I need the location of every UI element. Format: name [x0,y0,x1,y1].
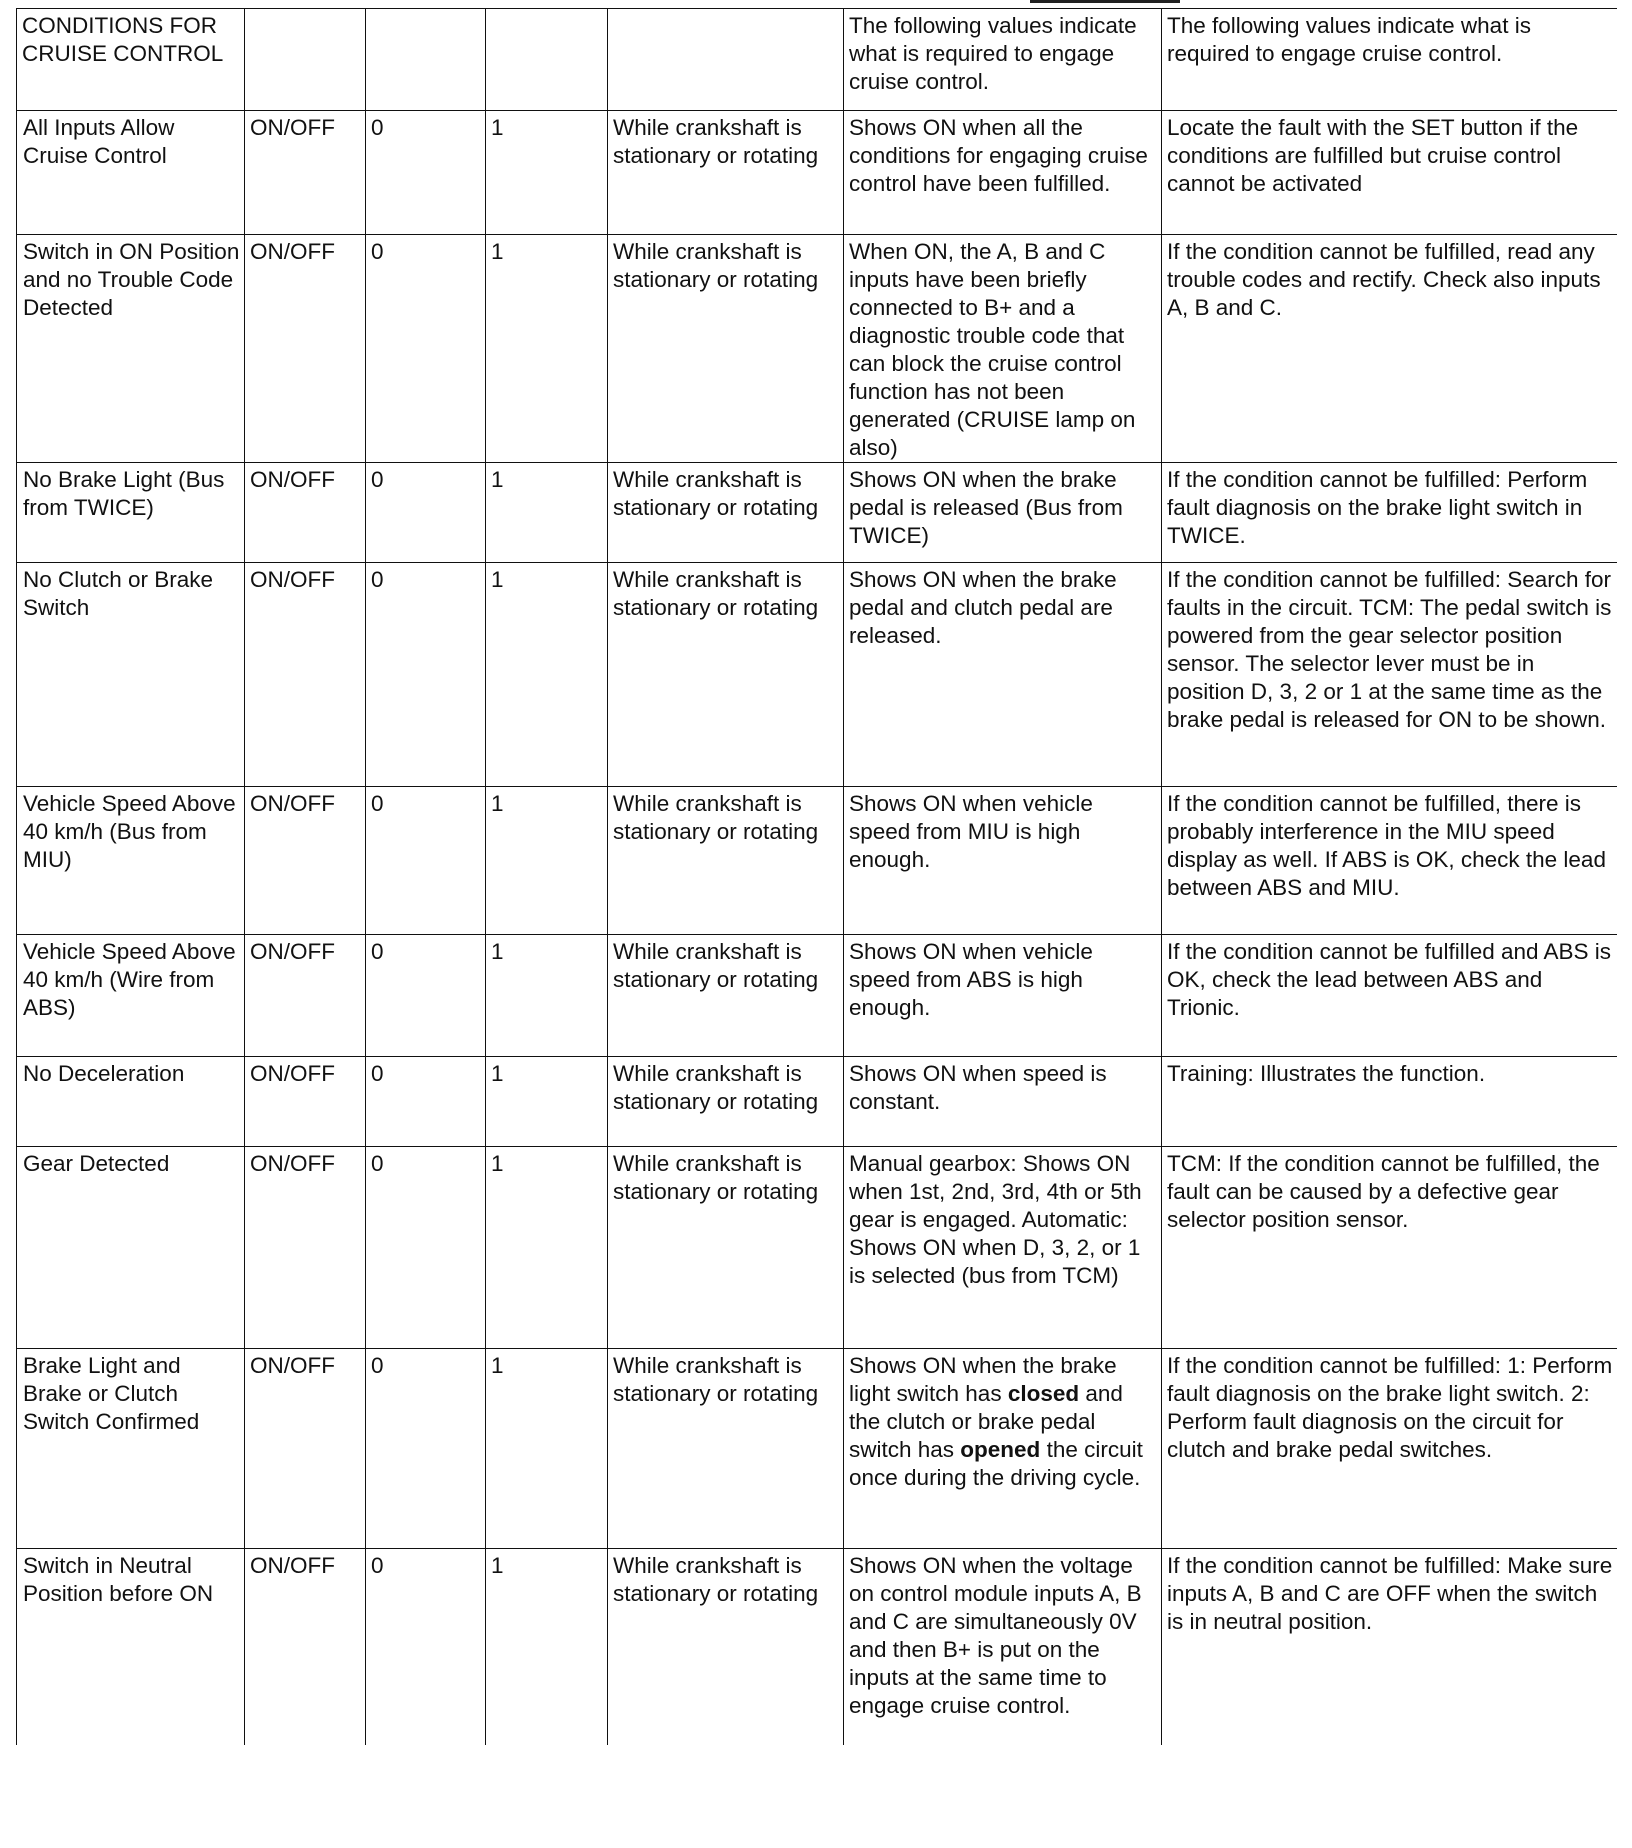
max-cell: 1 [486,1057,608,1147]
table-row [17,463,1617,563]
when-cell: While crankshaft is stationary or rotating [608,111,844,235]
min-cell: 0 [366,111,486,235]
min-cell: 0 [366,1147,486,1349]
table-row [17,1147,1617,1349]
min-cell: 0 [366,463,486,563]
action-cell: If the condition cannot be fulfilled: 1: Perform fault diagnosis on the brake light switch. 2: Perform fault diagnosis on the circuit for clutch and brake pedal switches. [1162,1349,1617,1549]
max-cell: 1 [486,1349,608,1549]
condition-cell: Vehicle Speed Above 40 km/h (Wire from ABS) [17,935,245,1057]
max-cell: 1 [486,463,608,563]
action-cell: If the condition cannot be fulfilled and ABS is OK, check the lead between ABS and Trionic. [1162,935,1617,1057]
action-cell: If the condition cannot be fulfilled, there is probably interference in the MIU speed display as well. If ABS is OK, check the lead between ABS and MIU. [1162,787,1617,935]
table-row [17,935,1617,1057]
description-cell: Shows ON when the voltage on control module inputs A, B and C are simultaneously 0V and then B+ is put on the inputs at the same time to engage cruise control. [844,1549,1162,1745]
header-col5 [608,9,844,111]
condition-cell: All Inputs Allow Cruise Control [17,111,245,235]
action-cell: TCM: If the condition cannot be fulfilled, the fault can be caused by a defective gear selector position sensor. [1162,1147,1617,1349]
when-cell: While crankshaft is stationary or rotating [608,235,844,463]
when-cell: While crankshaft is stationary or rotating [608,1349,844,1549]
condition-cell: No Brake Light (Bus from TWICE) [17,463,245,563]
description-cell [844,1349,1162,1549]
min-cell: 0 [366,935,486,1057]
table-row [17,1057,1617,1147]
table-row [17,563,1617,787]
description-cell: Manual gearbox: Shows ON when 1st, 2nd, 3rd, 4th or 5th gear is engaged. Automatic: Shows ON when D, 3, 2, or 1 is selected (bus from TCM) [844,1147,1162,1349]
description-cell: Shows ON when the brake pedal is released (Bus from TWICE) [844,463,1162,563]
table-row [17,111,1617,235]
max-cell: 1 [486,235,608,463]
table-row [17,1549,1617,1745]
min-cell: 0 [366,1057,486,1147]
description-cell: Shows ON when vehicle speed from MIU is high enough. [844,787,1162,935]
header-col4 [486,9,608,111]
values-cell: ON/OFF [245,935,366,1057]
action-cell: If the condition cannot be fulfilled, read any trouble codes and rectify. Check also inputs A, B and C. [1162,235,1617,463]
when-cell: While crankshaft is stationary or rotating [608,463,844,563]
table-row [17,235,1617,463]
values-cell: ON/OFF [245,787,366,935]
description-cell: When ON, the A, B and C inputs have been briefly connected to B+ and a diagnostic trouble code that can block the cruise control function has not been generated (CRUISE lamp on also) [844,235,1162,463]
max-cell: 1 [486,563,608,787]
description-cell: Shows ON when all the conditions for engaging cruise control have been fulfilled. [844,111,1162,235]
max-cell: 1 [486,787,608,935]
description-text: and the clutch or brake pedal switch has [849,1381,1123,1462]
header-description: The following values indicate what is required to engage cruise control. [844,9,1162,111]
description-cell: Shows ON when speed is constant. [844,1057,1162,1147]
values-cell: ON/OFF [245,1549,366,1745]
values-cell: ON/OFF [245,235,366,463]
header-col2 [245,9,366,111]
cruise-control-conditions-table [16,8,1617,1745]
description-emphasis: opened [960,1437,1041,1462]
max-cell: 1 [486,111,608,235]
values-cell: ON/OFF [245,1057,366,1147]
action-cell: If the condition cannot be fulfilled: Make sure inputs A, B and C are OFF when the switch is in neutral position. [1162,1549,1617,1745]
condition-cell: Switch in ON Position and no Trouble Code Detected [17,235,245,463]
condition-cell: Switch in Neutral Position before ON [17,1549,245,1745]
condition-cell: No Deceleration [17,1057,245,1147]
min-cell: 0 [366,1549,486,1745]
max-cell: 1 [486,1549,608,1745]
top-rule [1030,0,1180,3]
description-cell: Shows ON when vehicle speed from ABS is high enough. [844,935,1162,1057]
values-cell: ON/OFF [245,1147,366,1349]
values-cell: ON/OFF [245,563,366,787]
condition-cell: Vehicle Speed Above 40 km/h (Bus from MIU) [17,787,245,935]
action-cell: If the condition cannot be fulfilled: Perform fault diagnosis on the brake light switch in TWICE. [1162,463,1617,563]
table-header-row [17,9,1617,111]
values-cell: ON/OFF [245,111,366,235]
description-emphasis: closed [1007,1381,1080,1406]
max-cell: 1 [486,1147,608,1349]
header-action: The following values indicate what is required to engage cruise control. [1162,9,1617,111]
action-cell: Training: Illustrates the function. [1162,1057,1617,1147]
when-cell: While crankshaft is stationary or rotating [608,935,844,1057]
when-cell: While crankshaft is stationary or rotating [608,787,844,935]
values-cell: ON/OFF [245,1349,366,1549]
min-cell: 0 [366,235,486,463]
min-cell: 0 [366,1349,486,1549]
when-cell: While crankshaft is stationary or rotating [608,1147,844,1349]
header-conditions: CONDITIONS FOR CRUISE CONTROL [17,9,245,111]
header-col3 [366,9,486,111]
min-cell: 0 [366,563,486,787]
condition-cell: Brake Light and Brake or Clutch Switch Confirmed [17,1349,245,1549]
values-cell: ON/OFF [245,463,366,563]
description-cell: Shows ON when the brake pedal and clutch pedal are released. [844,563,1162,787]
when-cell: While crankshaft is stationary or rotating [608,1549,844,1745]
condition-cell: No Clutch or Brake Switch [17,563,245,787]
max-cell: 1 [486,935,608,1057]
table-row [17,1349,1617,1549]
condition-cell: Gear Detected [17,1147,245,1349]
when-cell: While crankshaft is stationary or rotating [608,1057,844,1147]
min-cell: 0 [366,787,486,935]
description-text: Shows ON when the brake light switch has [849,1353,1117,1406]
description-text: the circuit once during the driving cycle. [849,1437,1143,1490]
table-row [17,787,1617,935]
action-cell: Locate the fault with the SET button if the conditions are fulfilled but cruise control cannot be activated [1162,111,1617,235]
when-cell: While crankshaft is stationary or rotating [608,563,844,787]
action-cell: If the condition cannot be fulfilled: Search for faults in the circuit. TCM: The pedal switch is powered from the gear selector position sensor. The selector lever must be in position D, 3, 2 or 1 at the same time as the brake pedal is released for ON to be shown. [1162,563,1617,787]
